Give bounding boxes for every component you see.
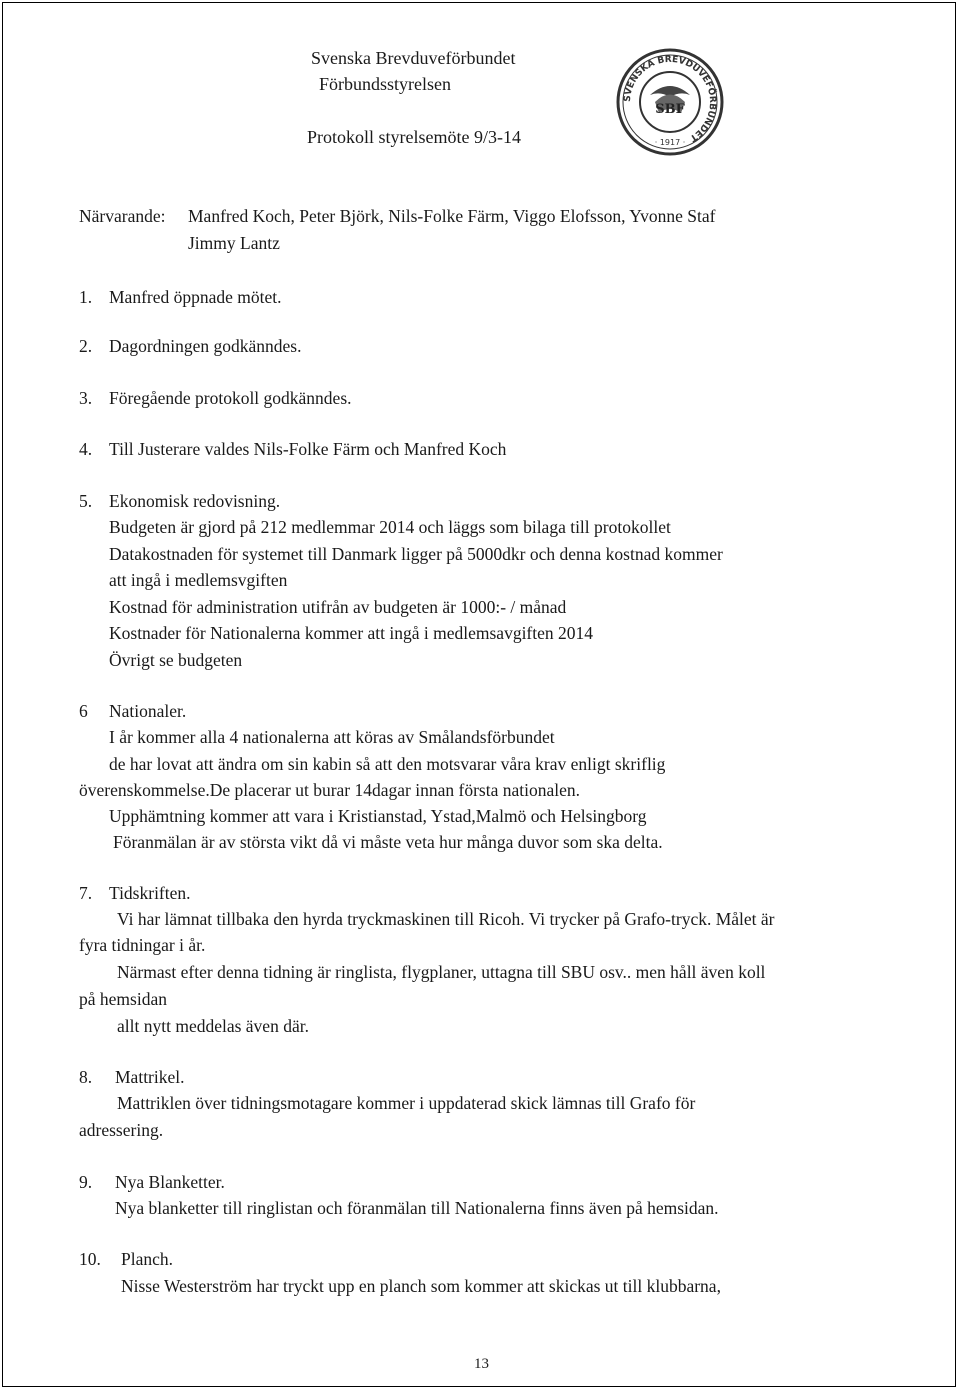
item-title: Tidskriften. [109,883,191,903]
item-line: allt nytt meddelas även där. [117,1016,309,1036]
item-line: I år kommer alla 4 nationalerna att köras av Smålandsförbundet [109,727,555,747]
item-number: 10. [79,1249,101,1269]
item-title: Nya Blanketter. [115,1172,225,1192]
item-line: Övrigt se budgeten [109,650,243,670]
item-line: Föranmälan är av största vikt då vi måste veta hur många duvor som ska delta. [113,832,663,852]
item-line: Upphämtning kommer att vara i Kristianstad, Ystad,Malmö och Helsingborg [109,806,647,826]
item-number: 6 [79,701,88,721]
item-line: att ingå i medlemsvgiften [109,570,288,590]
item-text: Manfred öppnade mötet. [109,287,282,307]
item-number: 4. [79,439,93,459]
item-line: Kostnad för administration utifrån av budgeten är 1000:- / månad [109,597,567,617]
item-number: 9. [79,1172,93,1192]
item-title: Planch. [121,1249,174,1269]
item-number: 8. [79,1067,93,1087]
attendance-names-cont: Jimmy Lantz [188,233,280,253]
item-number: 1. [79,287,93,307]
item-line: på hemsidan [79,989,167,1009]
item-line: Kostnader för Nationalerna kommer att ingå i medlemsavgiften 2014 [109,623,594,643]
page-number: 13 [474,1356,489,1372]
document-title: Protokoll styrelsemöte 9/3-14 [307,127,521,147]
item-title: Nationaler. [109,701,187,721]
item-line: Närmast efter denna tidning är ringlista, flygplaner, uttagna till SBU osv.. men håll även koll [117,962,766,982]
item-number: 7. [79,883,93,903]
item-text: Till Justerare valdes Nils-Folke Färm och Manfred Koch [109,439,507,459]
item-line: Datakostnaden för systemet till Danmark ligger på 5000dkr och denna kostnad kommer [109,544,723,564]
attendance-label: Närvarande: [79,206,166,226]
item-line: Mattriklen över tidningsmotagare kommer i uppdaterad skick lämnas till Grafo för [117,1093,696,1113]
org-name: Svenska Brevduveförbundet [311,48,516,68]
item-title: Ekonomisk redovisning. [109,491,281,511]
item-number: 5. [79,491,93,511]
item-text: Föregående protokoll godkänndes. [109,388,352,408]
item-number: 3. [79,388,93,408]
item-line: Nisse Westerström har tryckt upp en planch som kommer att skickas ut till klubbarna, [121,1276,721,1296]
item-line: Nya blanketter till ringlistan och föranmälan till Nationalerna finns även på hemsidan. [115,1198,719,1218]
document-page [2,2,956,1387]
item-line: adressering. [79,1120,164,1140]
item-line: överenskommelse.De placerar ut burar 14dagar innan första nationalen. [79,780,580,800]
attendance-names: Manfred Koch, Peter Björk, Nils-Folke Färm, Viggo Elofsson, Yvonne Staf [188,206,716,226]
svg-text:· 1917 ·: · 1917 · [654,138,686,147]
item-line: de har lovat att ändra om sin kabin så att den motsvarar våra krav enligt skriflig [109,754,666,774]
item-title: Mattrikel. [115,1067,185,1087]
item-line: Vi har lämnat tillbaka den hyrda tryckmaskinen till Ricoh. Vi trycker på Grafo-tryck. Målet är [117,909,775,929]
dept-name: Förbundsstyrelsen [319,74,451,94]
item-text: Dagordningen godkänndes. [109,336,302,356]
item-number: 2. [79,336,93,356]
item-line: fyra tidningar i år. [79,935,206,955]
svg-text:SBF: SBF [655,102,685,117]
federation-seal-icon [615,47,725,157]
svg-text:SVENSKA BREVDUVEFÖRBUNDET: SVENSKA BREVDUVEFÖRBUNDET [622,54,718,143]
item-line: Budgeten är gjord på 212 medlemmar 2014 och läggs som bilaga till protokollet [109,517,671,537]
